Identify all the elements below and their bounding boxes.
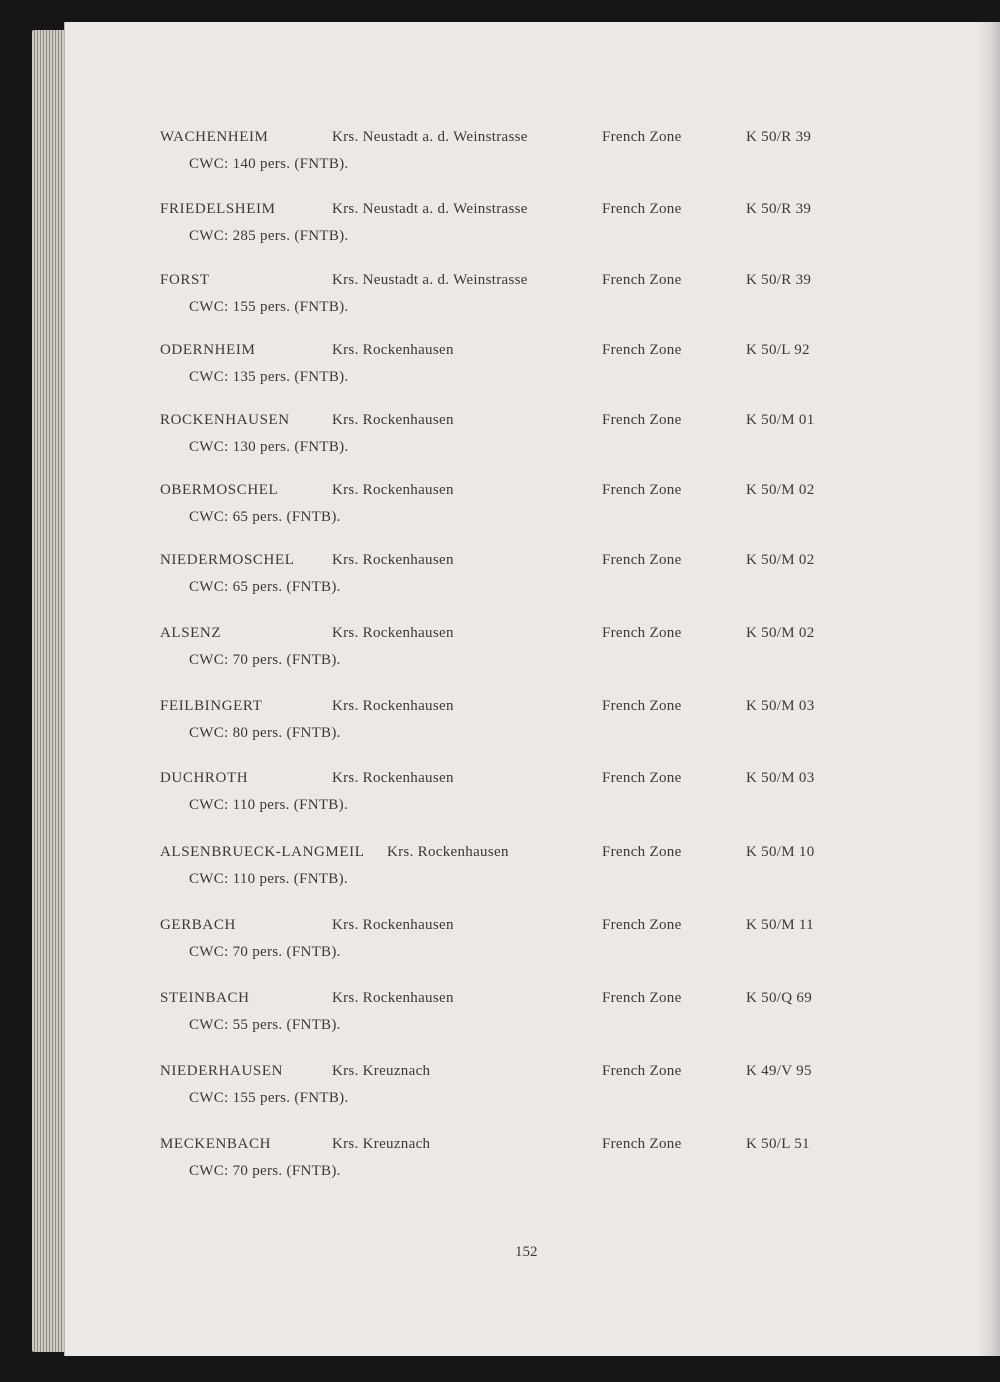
- zone-label: French Zone: [602, 412, 682, 428]
- zone-label: French Zone: [602, 1063, 682, 1079]
- place-name: ODERNHEIM: [160, 342, 256, 358]
- zone-label: French Zone: [602, 482, 682, 498]
- grid-reference: K 49/V 95: [746, 1063, 812, 1079]
- place-name: MECKENBACH: [160, 1136, 272, 1152]
- grid-reference: K 50/R 39: [746, 129, 812, 145]
- district-name: Krs. Rockenhausen: [332, 770, 454, 786]
- cwc-count: CWC: 110 pers. (FNTB).: [189, 797, 348, 813]
- place-name: GERBACH: [160, 917, 236, 933]
- list-item: [65, 1063, 1000, 1123]
- zone-label: French Zone: [602, 552, 682, 568]
- grid-reference: K 50/L 51: [746, 1136, 810, 1152]
- district-name: Krs. Neustadt a. d. Weinstrasse: [332, 201, 528, 217]
- grid-reference: K 50/M 10: [746, 844, 815, 860]
- district-name: Krs. Rockenhausen: [332, 552, 454, 568]
- cwc-count: CWC: 140 pers. (FNTB).: [189, 156, 349, 172]
- place-name: WACHENHEIM: [160, 129, 269, 145]
- district-name: Krs. Rockenhausen: [332, 342, 454, 358]
- list-item: [65, 129, 1000, 189]
- cwc-count: CWC: 285 pers. (FNTB).: [189, 228, 349, 244]
- zone-label: French Zone: [602, 201, 682, 217]
- district-name: Krs. Rockenhausen: [332, 990, 454, 1006]
- book-page: [64, 22, 1000, 1356]
- zone-label: French Zone: [602, 990, 682, 1006]
- place-name: FEILBINGERT: [160, 698, 263, 714]
- place-name: DUCHROTH: [160, 770, 249, 786]
- list-item: [65, 770, 1000, 830]
- district-name: Krs. Rockenhausen: [332, 698, 454, 714]
- list-item: [65, 917, 1000, 977]
- cwc-count: CWC: 70 pers. (FNTB).: [189, 652, 341, 668]
- place-name: FORST: [160, 272, 210, 288]
- list-item: [65, 844, 1000, 904]
- grid-reference: K 50/M 03: [746, 770, 815, 786]
- zone-label: French Zone: [602, 342, 682, 358]
- grid-reference: K 50/R 39: [746, 201, 812, 217]
- district-name: Krs. Rockenhausen: [387, 844, 509, 860]
- list-item: [65, 412, 1000, 472]
- zone-label: French Zone: [602, 770, 682, 786]
- list-item: [65, 201, 1000, 261]
- grid-reference: K 50/L 92: [746, 342, 810, 358]
- grid-reference: K 50/M 02: [746, 552, 815, 568]
- list-item: [65, 990, 1000, 1050]
- zone-label: French Zone: [602, 1136, 682, 1152]
- grid-reference: K 50/M 02: [746, 625, 815, 641]
- place-name: FRIEDELSHEIM: [160, 201, 276, 217]
- grid-reference: K 50/M 11: [746, 917, 814, 933]
- district-name: Krs. Rockenhausen: [332, 625, 454, 641]
- zone-label: French Zone: [602, 698, 682, 714]
- district-name: Krs. Neustadt a. d. Weinstrasse: [332, 272, 528, 288]
- grid-reference: K 50/R 39: [746, 272, 812, 288]
- district-name: Krs. Rockenhausen: [332, 412, 454, 428]
- place-name: ROCKENHAUSEN: [160, 412, 290, 428]
- cwc-count: CWC: 155 pers. (FNTB).: [189, 299, 349, 315]
- place-name: NIEDERHAUSEN: [160, 1063, 284, 1079]
- district-name: Krs. Rockenhausen: [332, 917, 454, 933]
- district-name: Krs. Rockenhausen: [332, 482, 454, 498]
- list-item: [65, 698, 1000, 758]
- zone-label: French Zone: [602, 129, 682, 145]
- list-item: [65, 552, 1000, 612]
- cwc-count: CWC: 130 pers. (FNTB).: [189, 439, 349, 455]
- grid-reference: K 50/M 03: [746, 698, 815, 714]
- zone-label: French Zone: [602, 272, 682, 288]
- cwc-count: CWC: 65 pers. (FNTB).: [189, 509, 341, 525]
- place-name: OBERMOSCHEL: [160, 482, 279, 498]
- list-item: [65, 625, 1000, 685]
- cwc-count: CWC: 70 pers. (FNTB).: [189, 1163, 341, 1179]
- district-name: Krs. Kreuznach: [332, 1063, 431, 1079]
- zone-label: French Zone: [602, 844, 682, 860]
- grid-reference: K 50/M 02: [746, 482, 815, 498]
- place-name: ALSENZ: [160, 625, 222, 641]
- cwc-count: CWC: 135 pers. (FNTB).: [189, 369, 349, 385]
- place-name: ALSENBRUECK-LANGMEIL: [160, 844, 365, 860]
- place-name: STEINBACH: [160, 990, 250, 1006]
- grid-reference: K 50/M 01: [746, 412, 815, 428]
- cwc-count: CWC: 80 pers. (FNTB).: [189, 725, 341, 741]
- cwc-count: CWC: 155 pers. (FNTB).: [189, 1090, 349, 1106]
- list-item: [65, 272, 1000, 332]
- district-name: Krs. Neustadt a. d. Weinstrasse: [332, 129, 528, 145]
- place-name: NIEDERMOSCHEL: [160, 552, 295, 568]
- grid-reference: K 50/Q 69: [746, 990, 813, 1006]
- list-item: [65, 1136, 1000, 1196]
- cwc-count: CWC: 70 pers. (FNTB).: [189, 944, 341, 960]
- cwc-count: CWC: 110 pers. (FNTB).: [189, 871, 348, 887]
- cwc-count: CWC: 65 pers. (FNTB).: [189, 579, 341, 595]
- list-item: [65, 482, 1000, 542]
- cwc-count: CWC: 55 pers. (FNTB).: [189, 1017, 341, 1033]
- page-number: 152: [515, 1244, 538, 1260]
- zone-label: French Zone: [602, 917, 682, 933]
- district-name: Krs. Kreuznach: [332, 1136, 431, 1152]
- list-item: [65, 342, 1000, 402]
- zone-label: French Zone: [602, 625, 682, 641]
